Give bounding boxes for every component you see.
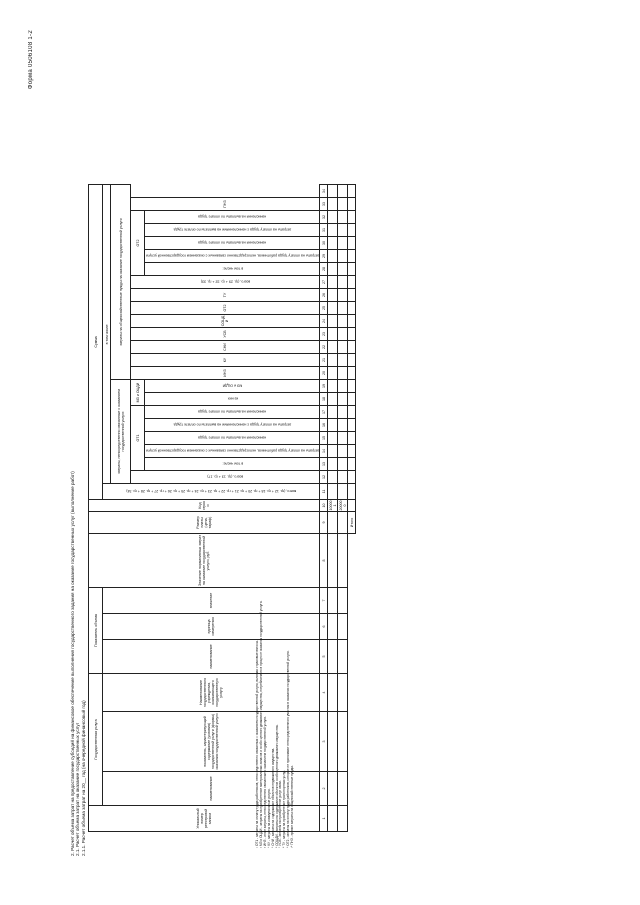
col-number: 8: [320, 534, 328, 588]
footnote: ¹ ОТ1 - затраты на оплату труда работников, непосредственно связанных с оказанием государственной услуги, включая страховые взносы.: [255, 640, 259, 848]
col-correction: Размер платы (цена, тариф): [89, 512, 320, 534]
col-mz-sub: из них: [145, 393, 320, 406]
group-common-costs: затраты на общехозяйственные нужды на оказание государственной услуги: [111, 185, 131, 380]
col-volume-unit: единица измерения: [103, 614, 320, 640]
col-number: 20: [320, 367, 328, 380]
col-number: 18: [320, 393, 328, 406]
col-pnz: ПНЗ: [131, 198, 320, 211]
col-service-indicator: показатель, характеризующий содержание (условия) государственной услуги (формы) оказания государственной услуги: [103, 712, 320, 772]
col-number: 15: [320, 432, 328, 445]
col-usv: УСВ: [131, 328, 320, 341]
col-number: 4: [320, 674, 328, 712]
col-number: 11: [320, 484, 328, 500]
col-common-c: затраты на оплату труда с начислениями на выплаты по оплате труда: [145, 224, 320, 237]
col-sodi: СОЦДИ: [131, 315, 320, 328]
col-number: 17: [320, 406, 328, 419]
footnote: ³ ИНЗ - иные затраты, непосредственно связанные с оказанием государственной услуги.: [262, 715, 267, 848]
col-number: 19: [320, 380, 328, 393]
col-ot1-label: в том числе:: [145, 458, 320, 471]
col-number: 6: [320, 614, 328, 640]
col-number: 22: [320, 341, 328, 354]
group-direct-costs: затраты, непосредственно связанные с оказанием государственной услуги: [111, 380, 131, 484]
col-number: 5: [320, 640, 328, 674]
col-line-code: Код строки: [89, 500, 320, 512]
col-service-name: наименование: [103, 772, 320, 806]
col-number: 9: [320, 512, 328, 534]
footnote: ⁸ ТУ - затраты на приобретение транспортных услуг.: [282, 770, 287, 848]
group-sum: Сумма: [89, 185, 103, 500]
col-number: 16: [320, 419, 328, 432]
section-title-2: 2. Расчет объема затрат на предоставление субсидий на финансовое обеспечение выполнения государственного задания на оказание государственных услуг (выполнение работ): [70, 471, 75, 856]
col-number: 29: [320, 250, 328, 263]
col-number: 25: [320, 302, 328, 315]
col-common-d: начисления на выплаты по оплате труда: [145, 211, 320, 224]
col-iz: ИНЗ: [131, 367, 320, 380]
col-tu: ТУ: [131, 289, 320, 302]
col-number: 2: [320, 772, 328, 806]
col-ot2: ОТ2: [131, 211, 145, 276]
col-number: 12: [320, 471, 328, 484]
col-direct-b: начисления на выплаты по оплате труда: [145, 432, 320, 445]
col-number: 28: [320, 263, 328, 276]
col-number: 31: [320, 224, 328, 237]
group-service: Государственная услуга: [89, 674, 103, 806]
section-titles: [70, 66, 86, 856]
col-number: 13: [320, 458, 328, 471]
footnote: ² МЗ и ОЦДИ - затраты на приобретение материальных запасов и особо ценного движимого имущества, потребляемого в процессе оказания государственной услуги.: [258, 600, 263, 848]
section-title-2-1: 2.1. Расчет объема затрат на оказание государственных услуг: [75, 722, 81, 856]
col-sni: СНИ: [131, 341, 320, 354]
col-ku: КУ: [131, 354, 320, 367]
col-mz: МЗ и ОЦДИ: [131, 380, 145, 406]
col-mz-sub-2: МЗ и ОЦДИ: [145, 380, 320, 393]
col-number: 1: [320, 806, 328, 832]
section-title-2-1-1: 2.1.1. Расчет объема затрат на 20__ год (на очередной финансовый год): [80, 700, 86, 856]
col-norm-value: Значение нормативных затрат на оказание государственной услуги, руб.: [89, 534, 320, 588]
col-number: 3: [320, 712, 328, 772]
footnote: ⁹ ОТ2 - затраты на оплату труда работников, которые не принимают непосредственного участия в оказании государственной услуги.: [286, 650, 291, 848]
col-number: 30: [320, 237, 328, 250]
col-direct-a: затраты на оплату труда работников, непосредственно связанных с оказанием государственной услуги: [145, 445, 320, 458]
column-number-row: [320, 185, 328, 832]
footnote: ⁵ СНИ - затраты на содержание объектов недвижимого имущества.: [270, 747, 275, 848]
col-ot2-a: ОТ2: [131, 302, 320, 315]
col-number: 26: [320, 289, 328, 302]
col-number: 14: [320, 445, 328, 458]
col-direct-c: затраты на оплату труда с начислениями на выплаты по оплате труда: [145, 419, 320, 432]
footnotes: [256, 73, 295, 848]
col-number: 34: [320, 185, 328, 198]
footnote: ¹⁰ ПНЗ - прочие затраты на общехозяйственные нужды.: [290, 765, 295, 848]
col-volume-value: значение: [103, 588, 320, 614]
col-sum-total: всего, (гр. 12 + гр. 18 + гр. 20 + гр. 21 + гр. 22 + гр. 23 + гр. 24 + гр. 25 + гр. 26 + гр. 27 + гр. 28 + гр. 34): [103, 484, 320, 500]
line-code-cell: 200000: [338, 500, 347, 511]
col-ot1: ОТ1: [131, 406, 145, 471]
col-institution: Наименование государственного учреждения, оказывающего государственную услугу: [103, 674, 320, 712]
col-common-in-that: в том числе:: [145, 263, 320, 276]
col-common-b: начисления на выплаты по оплате труда: [145, 237, 320, 250]
table-row: [328, 185, 338, 832]
col-number: 27: [320, 276, 328, 289]
col-common-a: затраты на оплату труда работников, непосредственно связанных с оказанием государственной услуги: [145, 250, 320, 263]
table-row: [338, 185, 348, 832]
form-number-stamp: Форма 0506108 1-2: [28, 30, 34, 90]
line-code-cell: 100001: [328, 500, 337, 511]
footnote: ⁷ УСВ - затраты на приобретение услуг связи.: [278, 780, 283, 848]
total-row: [348, 185, 356, 832]
col-record-number: Уникальный номер реестровой записи: [89, 806, 320, 832]
col-volume-name: наименование: [103, 640, 320, 674]
group-volume: Показатель объема: [89, 588, 103, 674]
col-number: 32: [320, 211, 328, 224]
footnote: ⁴ КУ - затраты на коммунальные услуги.: [266, 788, 271, 848]
col-direct-total: всего, (гр. 13 + гр. 17): [131, 471, 320, 484]
col-number: 10: [320, 500, 328, 512]
col-common-total: всего, (гр. 29 + гр. 32 + гр. 33): [131, 276, 320, 289]
col-number: 24: [320, 315, 328, 328]
footnote: ⁶ СОЦДИ - затраты на содержание объектов особо ценного движимого имущества.: [274, 724, 279, 848]
col-number: 7: [320, 588, 328, 614]
col-number: 21: [320, 354, 328, 367]
cost-table: [88, 184, 356, 832]
col-number: 23: [320, 328, 328, 341]
total-label: Итого: [348, 512, 356, 534]
col-number: 33: [320, 198, 328, 211]
col-direct-d: начисления на выплаты по оплате труда: [145, 406, 320, 419]
rotated-sheet: [70, 62, 354, 862]
sum-incl: в том числе:: [103, 185, 111, 484]
